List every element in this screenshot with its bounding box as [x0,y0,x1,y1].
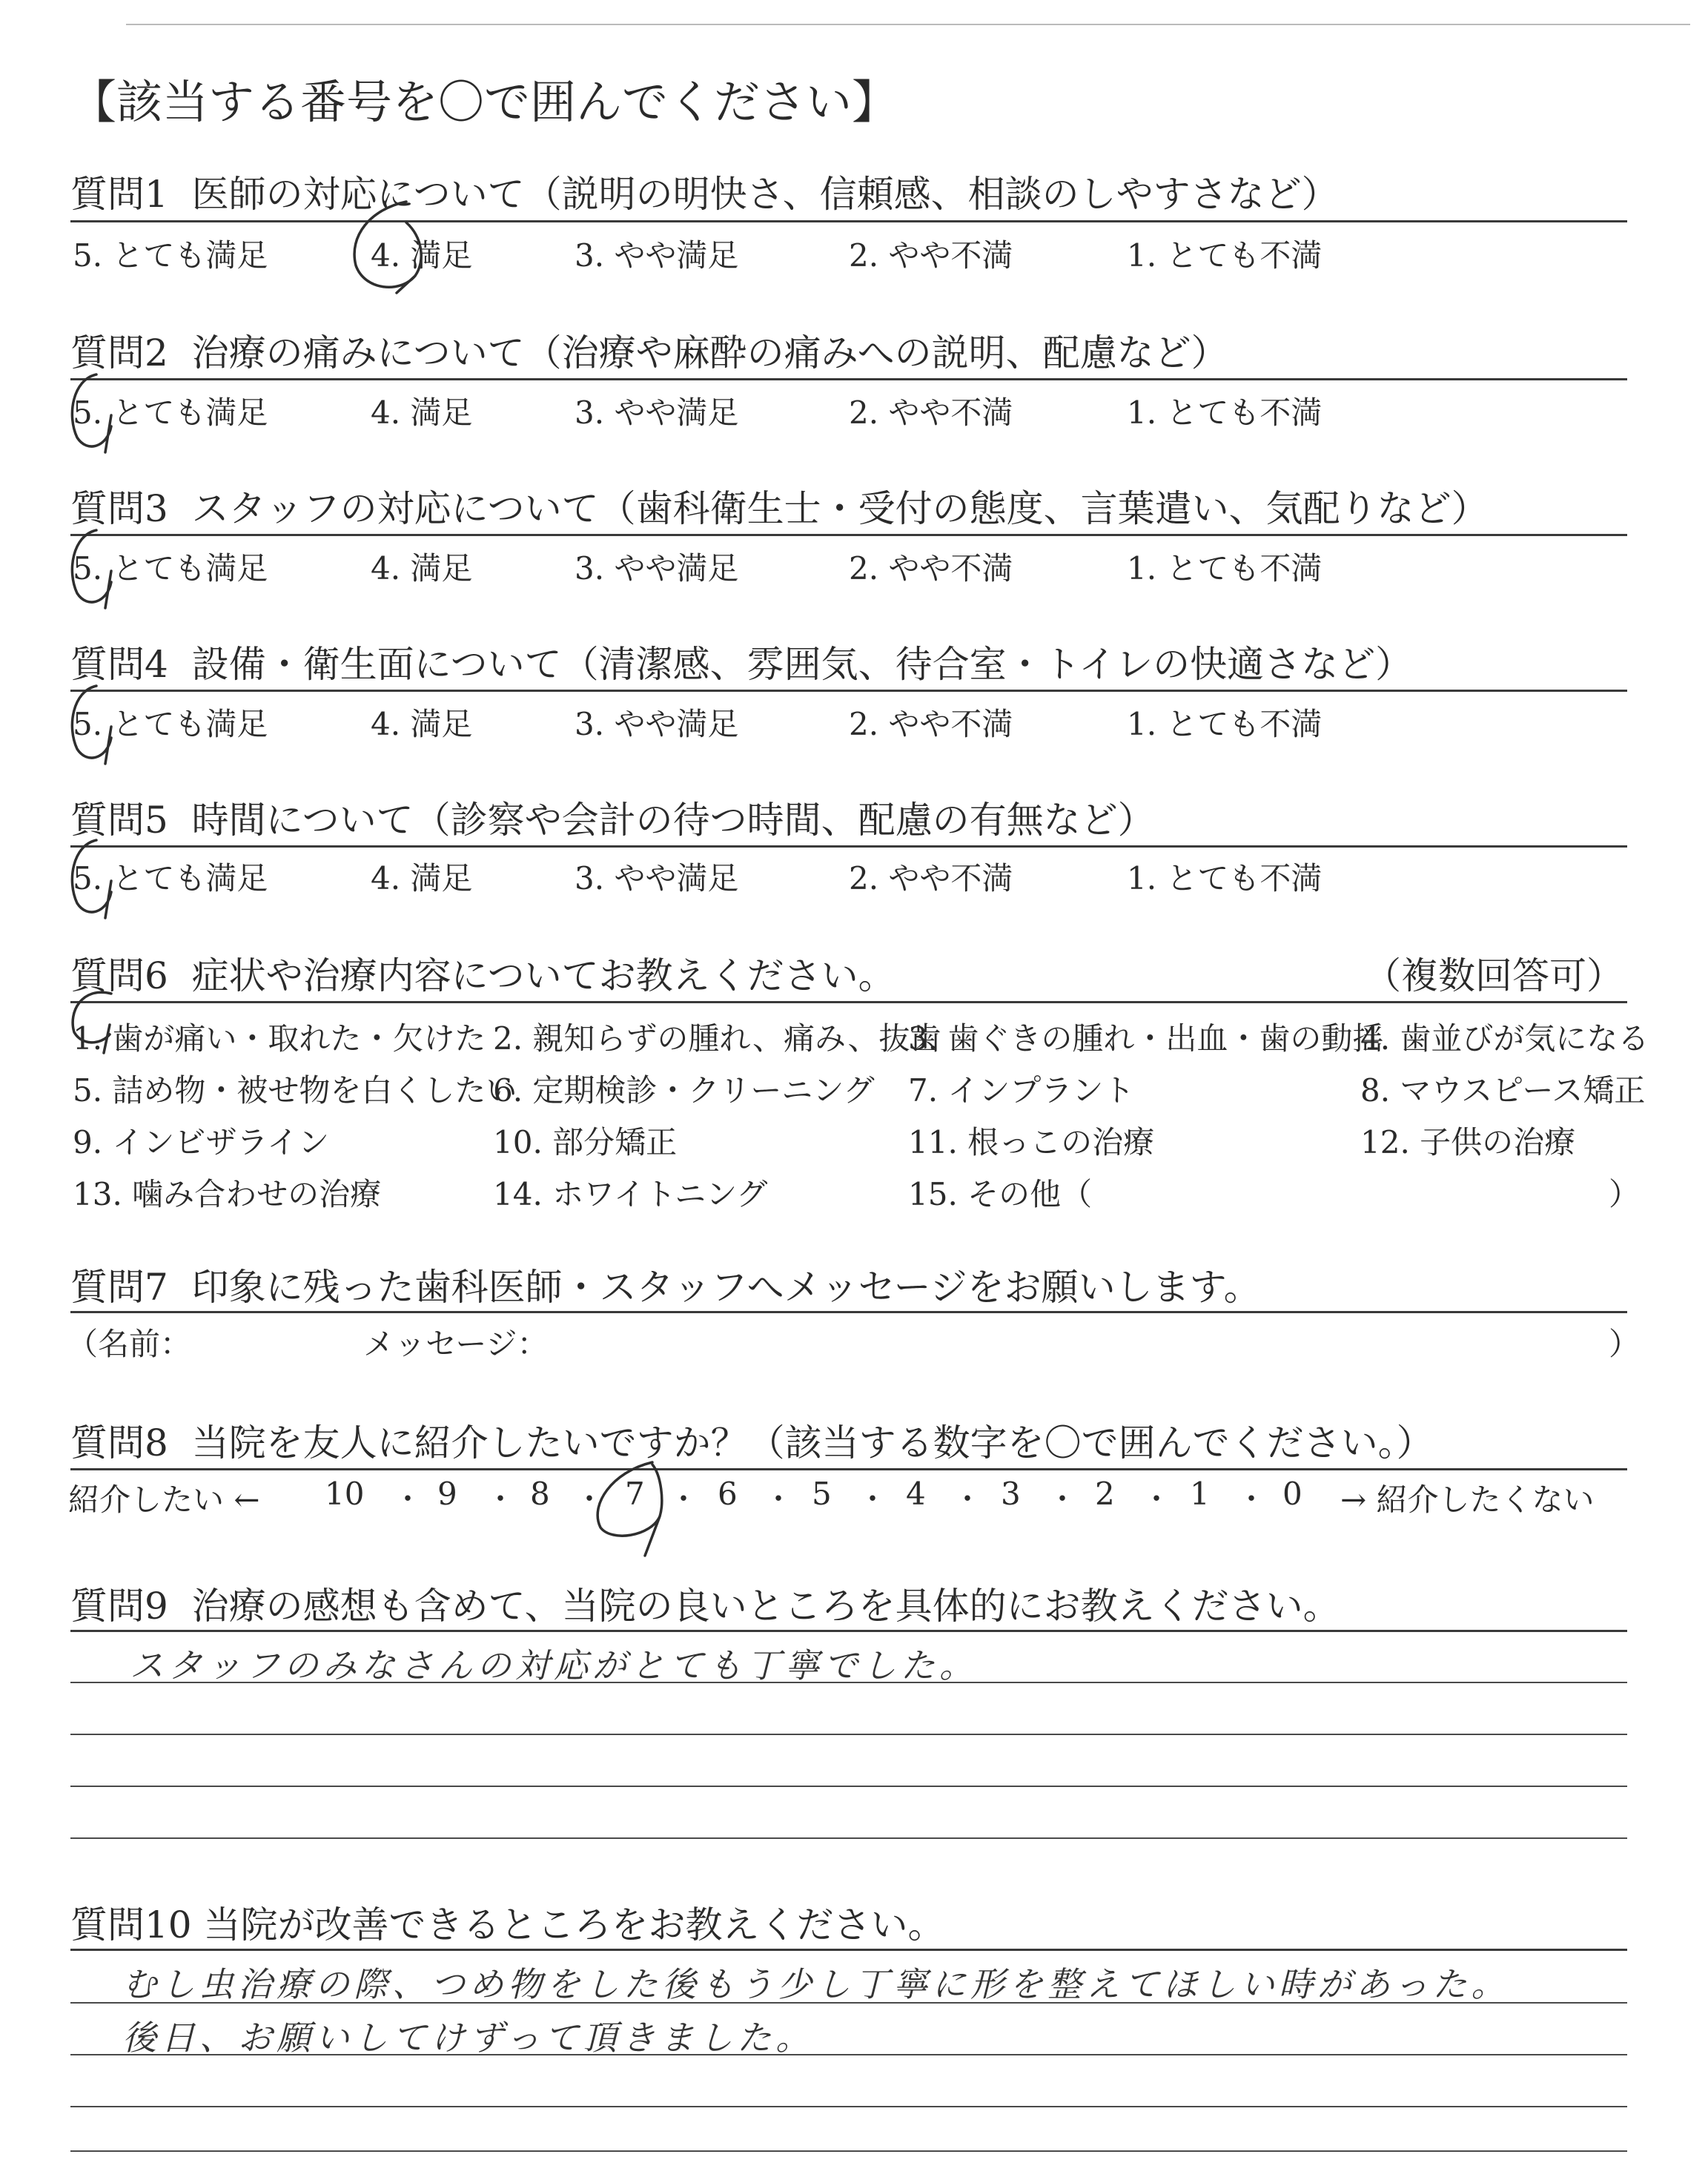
answer-line [70,1734,1627,1735]
q6-item-12[interactable]: 12. 子供の治療 [1360,1124,1576,1160]
q5-option-3[interactable]: 3. やや満足 [575,860,739,896]
q8-dot: ・ [1142,1482,1171,1516]
q5-option-1[interactable]: 1. とても不満 [1127,860,1323,896]
q2-option-1[interactable]: 1. とても不満 [1127,394,1323,431]
q7-message-label[interactable]: メッセージ： [363,1326,549,1362]
q6-label: 質問6 [70,954,168,997]
q4-label: 質問4 [70,643,168,686]
q10-text: 当院が改善できるところをお教えください。 [203,1903,945,1946]
q3-option-4[interactable]: 4. 満足 [371,550,473,587]
q1-heading [70,165,1339,218]
q6-heading [70,946,896,1000]
q4-option-2[interactable]: 2. やや不満 [849,706,1013,742]
q1-option-1[interactable]: 1. とても不満 [1127,237,1323,274]
q5-label: 質問5 [70,799,168,842]
q2-option-5[interactable]: 5. とても満足 [73,394,268,431]
q7-label: 質問7 [70,1266,168,1309]
q5-option-2[interactable]: 2. やや不満 [849,860,1013,896]
q8-rule [70,1468,1627,1470]
q6-item-14[interactable]: 14. ホワイトニング [493,1176,768,1212]
q2-option-4[interactable]: 4. 満足 [371,394,473,431]
q4-rule [70,690,1627,692]
q3-label: 質問3 [70,487,168,530]
answer-line [70,1837,1627,1839]
q1-option-2[interactable]: 2. やや不満 [849,237,1013,274]
q2-label: 質問2 [70,331,168,374]
q1-label: 質問1 [70,173,168,216]
scan-top-edge [126,24,1690,25]
q2-option-2[interactable]: 2. やや不満 [849,394,1013,431]
q9-handwritten-answer[interactable]: スタッフのみなさんの対応がとても丁寧でした。 [130,1645,978,1685]
q8-scale-2[interactable]: 2 [1095,1476,1115,1512]
q6-item-4[interactable]: 4. 歯並びが気になる [1360,1020,1649,1057]
q1-rule [70,220,1627,222]
q6-item-3[interactable]: 3. 歯ぐきの腫れ・出血・歯の動揺 [908,1020,1384,1057]
q7-rule [70,1311,1627,1313]
q6-item-5[interactable]: 5. 詰め物・被せ物を白くしたい [73,1072,517,1109]
q10-label: 質問10 [70,1903,192,1946]
q6-item-11[interactable]: 11. 根っこの治療 [908,1124,1155,1160]
answer-line [70,2150,1627,2152]
q8-scale-6[interactable]: 6 [718,1476,738,1512]
q6-text: 症状や治療内容についてお教えください。 [191,954,896,997]
q8-scale-3[interactable]: 3 [1001,1476,1021,1512]
q8-left-label: 紹介したい ← [68,1482,260,1518]
q7-name-label[interactable]: （名前： [67,1326,192,1362]
q9-label: 質問9 [70,1585,168,1628]
answer-line [70,2106,1627,2107]
q8-dot: ・ [575,1482,604,1516]
q8-right-label: → 紹介したくない [1340,1482,1595,1518]
q8-scale-8[interactable]: 8 [530,1476,550,1512]
q6-item-10[interactable]: 10. 部分矯正 [493,1124,678,1160]
q10-handwritten-answer-line2[interactable]: 後日、お願いしてけずって頂きました。 [122,2018,815,2058]
q7-close: ） [1609,1326,1641,1362]
q8-label: 質問8 [70,1421,168,1464]
q6-item-2[interactable]: 2. 親知らずの腫れ、痛み、抜歯 [493,1020,941,1057]
q7-text: 印象に残った歯科医師・スタッフへメッセージをお願いします。 [191,1266,1261,1309]
q3-option-2[interactable]: 2. やや不満 [849,550,1013,587]
q6-item-15[interactable]: 15. その他（ [908,1176,1093,1212]
q3-text: スタッフの対応について（歯科衛生士・受付の態度、言葉遣い、気配りなど） [191,487,1489,530]
q9-text: 治療の感想も含めて、当院の良いところを具体的にお教えください。 [191,1585,1340,1628]
q2-rule [70,378,1627,380]
q8-scale-9[interactable]: 9 [437,1476,457,1512]
q4-text: 設備・衛生面について（清潔感、雰囲気、待合室・トイレの快適さなど） [191,643,1413,686]
q10-handwritten-answer-line1[interactable]: むし虫治療の際、つめ物をした後もう少し丁寧に形を整えてほしい時があった。 [122,1964,1510,2004]
q8-dot: ・ [393,1482,423,1516]
q8-heading [70,1413,1434,1467]
q5-text: 時間について（診察や会計の待つ時間、配慮の有無など） [191,799,1155,842]
q6-rule [70,1001,1627,1003]
answer-line [70,1786,1627,1787]
q10-heading [70,1895,945,1949]
q1-option-3[interactable]: 3. やや満足 [575,237,739,274]
q8-scale-4[interactable]: 4 [906,1476,926,1512]
q3-option-3[interactable]: 3. やや満足 [575,550,739,587]
q6-multiple-note: （複数回答可） [1364,954,1623,997]
q10-rule [70,1949,1627,1951]
q4-option-1[interactable]: 1. とても不満 [1127,706,1323,742]
q8-scale-10[interactable]: 10 [325,1476,365,1512]
q2-text: 治療の痛みについて（治療や麻酔の痛みへの説明、配慮など） [191,331,1228,374]
q4-option-5[interactable]: 5. とても満足 [73,706,268,742]
q1-text: 医師の対応について（説明の明快さ、信頼感、相談のしやすさなど） [191,173,1339,216]
q3-rule [70,534,1627,536]
q5-option-5[interactable]: 5. とても満足 [73,860,268,896]
q1-option-4[interactable]: 4. 満足 [371,237,473,274]
q3-option-1[interactable]: 1. とても不満 [1127,550,1323,587]
page-title: 【該当する番号を〇で囲んでください】 [70,75,898,129]
q9-rule [70,1630,1627,1632]
q6-other-close: ） [1609,1176,1641,1212]
q4-option-4[interactable]: 4. 満足 [371,706,473,742]
q8-dot: ・ [764,1482,793,1516]
q5-rule [70,845,1627,848]
q5-option-4[interactable]: 4. 満足 [371,860,473,896]
q8-scale-5[interactable]: 5 [812,1476,832,1512]
q3-heading [70,479,1489,532]
q8-dot: ・ [669,1482,698,1516]
q8-scale-7[interactable]: 7 [625,1476,645,1512]
q8-scale-0[interactable]: 0 [1282,1476,1302,1512]
q8-dot: ・ [1047,1482,1077,1516]
q8-dot: ・ [486,1482,515,1516]
q3-option-5[interactable]: 5. とても満足 [73,550,268,587]
q2-option-3[interactable]: 3. やや満足 [575,394,739,431]
q6-item-13[interactable]: 13. 噛み合わせの治療 [73,1176,382,1212]
q8-dot: ・ [1237,1482,1266,1516]
q8-dot: ・ [858,1482,887,1516]
q4-option-3[interactable]: 3. やや満足 [575,706,739,742]
q6-item-7[interactable]: 7. インプラント [908,1072,1135,1109]
q4-heading [70,635,1412,688]
q8-text: 当院を友人に紹介したいですか？（該当する数字を〇で囲んでください。） [191,1421,1434,1464]
q8-dot: ・ [953,1482,982,1516]
q6-item-9[interactable]: 9. インビザライン [73,1124,330,1160]
q1-option-5[interactable]: 5. とても満足 [73,237,268,274]
q8-scale-1[interactable]: 1 [1190,1476,1210,1512]
q7-heading [70,1258,1261,1311]
q2-heading [70,323,1228,377]
q9-heading [70,1576,1340,1630]
q6-item-8[interactable]: 8. マウスピース矯正 [1360,1072,1646,1109]
q6-item-6[interactable]: 6. 定期検診・クリーニング [493,1072,875,1109]
q5-heading [70,790,1155,844]
q6-item-1[interactable]: 1. 歯が痛い・取れた・欠けた [73,1020,486,1057]
